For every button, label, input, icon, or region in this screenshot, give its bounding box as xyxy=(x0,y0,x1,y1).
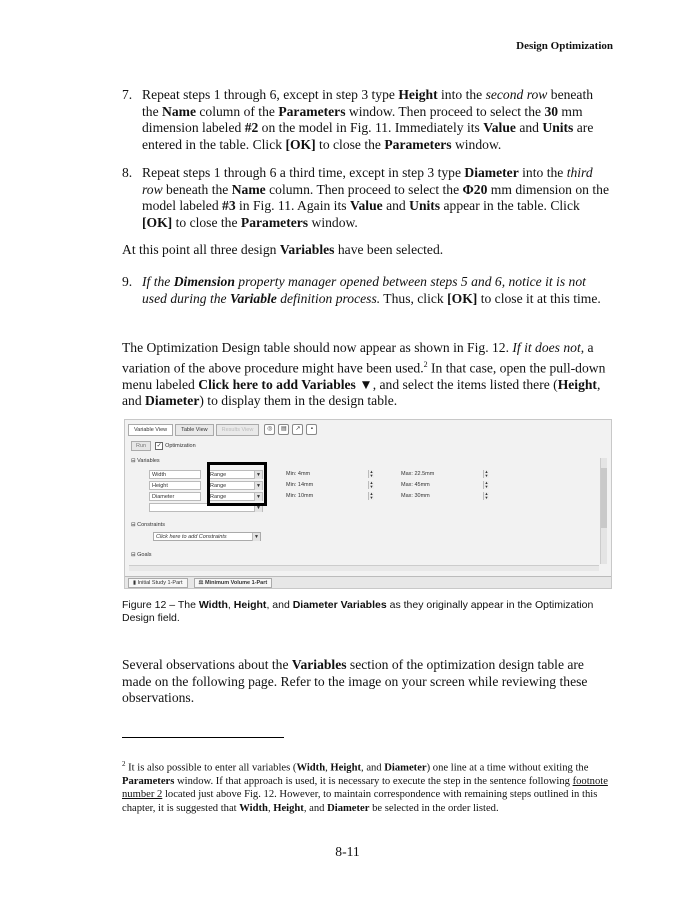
spinner-icon[interactable]: ▲ ▼ xyxy=(369,491,374,500)
figure-caption: Figure 12 – The Width, Height, and Diameter Variables as they originally appear in the Optimization Design field. xyxy=(122,599,594,624)
page-number: 8-11 xyxy=(335,844,360,859)
min-field[interactable]: Min: 4mm ▲ ▼ xyxy=(286,469,374,478)
min-field[interactable]: Min: 14mm ▲ ▼ xyxy=(286,480,374,489)
spinner-icon[interactable]: ▲ ▼ xyxy=(484,469,489,478)
range-highlight-box xyxy=(207,462,267,506)
tab-results-view[interactable]: Results View xyxy=(216,424,260,436)
variable-type-select[interactable]: Range ▼ xyxy=(207,492,263,501)
step-9: 9. If the Dimension property manager opened between steps 5 and 6, notice it is not used during the Variable definition process. Thus, click [OK] to close it at this time. xyxy=(122,274,601,306)
step-number: 8. xyxy=(122,165,133,180)
run-button[interactable]: Run xyxy=(131,441,151,451)
constraints-section-header[interactable]: ⊟ Constraints xyxy=(131,522,165,528)
footnote-divider xyxy=(122,737,284,738)
step-number: 9. xyxy=(122,274,133,289)
footnote: $^2$ It is also possible to enter all variables (Width, Height, and Diameter) one line at a time without exiting the Parameters window. If that approach is used, it is necessary to execute the step in the sentence following footnote number 2 located just above Fig. 12. However, to maintain correspondence with remaining steps outlined in this chapter, it is suggested that Width, Height, and Diameter be selected in the order listed. xyxy=(122,760,608,814)
vertical-scrollbar[interactable] xyxy=(600,458,607,564)
chevron-down-icon: ▼ xyxy=(254,493,262,501)
variable-name[interactable]: Width xyxy=(149,470,201,479)
paragraph-observations: Several observations about the Variables section of the optimization design table are made on the following page. Refer to the image on your screen while reviewing these observations. xyxy=(122,657,588,706)
save-icon[interactable]: ▪ xyxy=(306,424,317,435)
running-header: Design Optimization xyxy=(516,40,613,52)
horizontal-scrollbar[interactable] xyxy=(129,565,599,571)
study-tab-minimum-volume[interactable]: ⚖ Minimum Volume 1-Part xyxy=(194,578,273,588)
chevron-down-icon: ▼ xyxy=(254,471,262,479)
paragraph-design-table: The Optimization Design table should now appear as shown in Fig. 12. If it does not, a variation of the above procedure might have been used.$^2$ In that case, open the pull-down menu labeled Click here to add Variables ▼, and select the items listed there (Height, and Diameter) to display them in the design table. xyxy=(122,340,606,409)
variable-type-select[interactable]: Range ▼ xyxy=(207,470,263,479)
variables-section-header[interactable]: ⊟ Variables xyxy=(131,458,160,464)
min-field[interactable]: Min: 10mm ▲ ▼ xyxy=(286,491,374,500)
variable-name[interactable]: Diameter xyxy=(149,492,201,501)
table-icon[interactable]: ▤ xyxy=(278,424,289,435)
max-field[interactable]: Max: 30mm ▲ ▼ xyxy=(401,491,489,500)
checkmark-icon: ✓ xyxy=(156,443,162,449)
variable-type-select[interactable]: Range ▼ xyxy=(207,481,263,490)
scroll-thumb[interactable] xyxy=(601,468,607,528)
step-number: 7. xyxy=(122,87,133,102)
goals-section-header[interactable]: ⊟ Goals xyxy=(131,552,152,558)
add-constraints-select[interactable]: Click here to add Constraints ▼ xyxy=(153,532,261,541)
max-field[interactable]: Max: 45mm ▲ ▼ xyxy=(401,480,489,489)
spinner-icon[interactable]: ▲ ▼ xyxy=(369,469,374,478)
tab-table-view[interactable]: Table View xyxy=(175,424,214,436)
tab-variable-view[interactable]: Variable View xyxy=(128,424,173,436)
step-8: 8. Repeat steps 1 through 6 a third time, except in step 3 type Diameter into the third row beneath the Name column. Then proceed to select the Φ20 mm dimension on the model labeled #3 in Fig. 11. Again its Value and Units appear in the table. Click [OK] to close the Parameters window. xyxy=(122,165,609,230)
spinner-icon[interactable]: ▲ ▼ xyxy=(369,480,374,489)
sensor-icon[interactable]: ◎ xyxy=(264,424,275,435)
chevron-down-icon: ▼ xyxy=(254,504,262,512)
study-tab-initial[interactable]: ▮ Initial Study 1-Part xyxy=(128,578,188,588)
paragraph-variables-selected: At this point all three design Variables have been selected. xyxy=(122,242,444,257)
view-tabs xyxy=(128,424,317,436)
run-bar xyxy=(131,441,196,451)
export-icon[interactable]: ↗ xyxy=(292,424,303,435)
max-field[interactable]: Max: 22.5mm ▲ ▼ xyxy=(401,469,489,478)
variable-name[interactable]: Height xyxy=(149,481,201,490)
optimization-checkbox[interactable]: ✓ Optimization xyxy=(156,443,196,449)
optimization-design-screenshot xyxy=(124,419,612,589)
study-tabs xyxy=(125,576,611,588)
chevron-down-icon: ▼ xyxy=(252,533,260,541)
spinner-icon[interactable]: ▲ ▼ xyxy=(484,491,489,500)
chevron-down-icon: ▼ xyxy=(254,482,262,490)
spinner-icon[interactable]: ▲ ▼ xyxy=(484,480,489,489)
step-7: 7. Repeat steps 1 through 6, except in step 3 type Height into the second row beneath the Name column of the Parameters window. Then proceed to select the 30 mm dimension labeled #2 on the model in Fig. 11. Immediately its Value and Units are entered in the table. Click [OK] to close the Parameters window. xyxy=(122,87,594,152)
